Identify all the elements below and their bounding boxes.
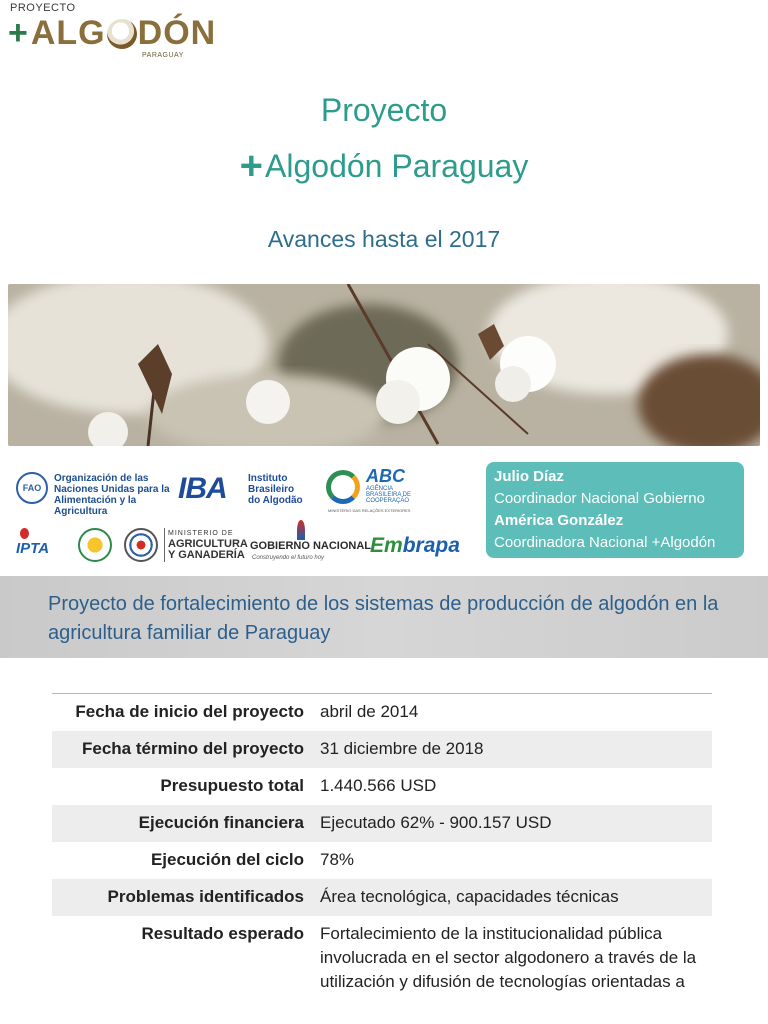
project-banner-text: Proyecto de fortalecimiento de los sistemas de producción de algodón en la agricultura familiar de Paraguay (48, 593, 719, 644)
table-row (52, 694, 712, 731)
title-plus: + (239, 144, 264, 188)
table-row (52, 842, 712, 879)
table-value: Fortalecimiento de la institucionalidad pública involucrada en el sector algodonero a través de la utilización y difusión de tecnologías orientadas a (320, 924, 697, 991)
table-row (52, 768, 712, 805)
page-subtitle: Avances hasta el 2017 (267, 226, 501, 252)
project-details-table (52, 693, 712, 1001)
national-seal-icon (124, 528, 158, 562)
page-title-line2 (0, 144, 768, 189)
iba-line-3: do Algodão (248, 495, 303, 506)
table-value: Ejecutado 62% - 900.157 USD (320, 813, 552, 832)
coordinators-box (486, 462, 744, 558)
abc-logo-footer: MINISTÉRIO DAS RELAÇÕES EXTERIORES (328, 508, 411, 513)
project-logo (8, 14, 216, 53)
logo-subtext: PARAGUAY (142, 52, 184, 59)
ministry-divider (164, 528, 165, 562)
iba-line-2: Brasileiro (248, 484, 295, 495)
cotton-boll-icon (107, 19, 137, 49)
fao-logo-text: Organización de las Naciones Unidas para la Alimentación y la Agricultura (54, 473, 170, 517)
ipta-drop-icon (20, 528, 29, 539)
table-row (52, 916, 712, 1001)
fao-logo-icon: FAO (16, 472, 48, 504)
table-row (52, 731, 712, 768)
coordinator-name: América González (494, 512, 624, 529)
embrapa-logo-mark (370, 534, 460, 558)
logo-word-a: ALG (30, 14, 106, 52)
table-key: Ejecución financiera (138, 813, 304, 832)
logo-plus: + (8, 14, 29, 52)
gobierno-flame-icon (297, 520, 305, 540)
ministry-big-text (168, 539, 248, 561)
cotton-photo (8, 284, 760, 446)
cotton-photo-art (8, 284, 760, 446)
coordinator-name: Julio Díaz (494, 468, 565, 485)
abc-logo-ring-icon (326, 470, 360, 504)
table-key: Resultado esperado (141, 924, 304, 943)
ministry-line-2: Y GANADERÍA (168, 549, 245, 561)
gobierno-logo-mark: GOBIERNO NACIONAL (250, 540, 371, 552)
gobierno-logo-sub: Construyendo el futuro hoy (252, 555, 325, 561)
ministry-small-text: MINISTERIO DE (168, 530, 234, 537)
iba-line-1: Instituto (248, 473, 288, 484)
table-key: Problemas identificados (107, 887, 304, 906)
seal-logo-icon (78, 528, 112, 562)
coordinator-role: Coordinador Nacional Gobierno (494, 490, 705, 507)
table-key: Ejecución del ciclo (150, 850, 304, 869)
embrapa-mark-b: brapa (402, 534, 460, 557)
table-value: abril de 2014 (320, 702, 419, 721)
iba-logo-mark: IBA (178, 472, 227, 505)
table-value: 1.440.566 USD (320, 776, 437, 795)
logo-word-b: DÓN (137, 14, 217, 52)
title-line2-text: Algodón Paraguay (265, 148, 529, 184)
embrapa-mark-a: Em (370, 534, 403, 557)
table-row (52, 805, 712, 842)
table-key: Fecha de inicio del proyecto (75, 702, 304, 721)
table-key: Fecha término del proyecto (82, 739, 304, 758)
page-title-line1: Proyecto (320, 92, 448, 128)
table-value: 31 diciembre de 2018 (320, 739, 484, 758)
ipta-logo-mark: IPTA (16, 540, 50, 557)
table-key: Presupuesto total (160, 776, 304, 795)
ministry-line-1: AGRICULTURA (168, 538, 248, 550)
abc-logo-text: AGÊNCIA BRASILEIRA DE COOPERAÇÃO (366, 486, 412, 504)
iba-logo-text (248, 473, 303, 506)
table-row (52, 879, 712, 916)
table-value: 78% (320, 850, 355, 869)
abc-logo-mark: ABC (366, 466, 405, 486)
table-value: Área tecnológica, capacidades técnicas (320, 887, 619, 906)
logo-small-text: PROYECTO (10, 2, 76, 14)
coordinator-role: Coordinadora Nacional +Algodón (494, 534, 716, 551)
